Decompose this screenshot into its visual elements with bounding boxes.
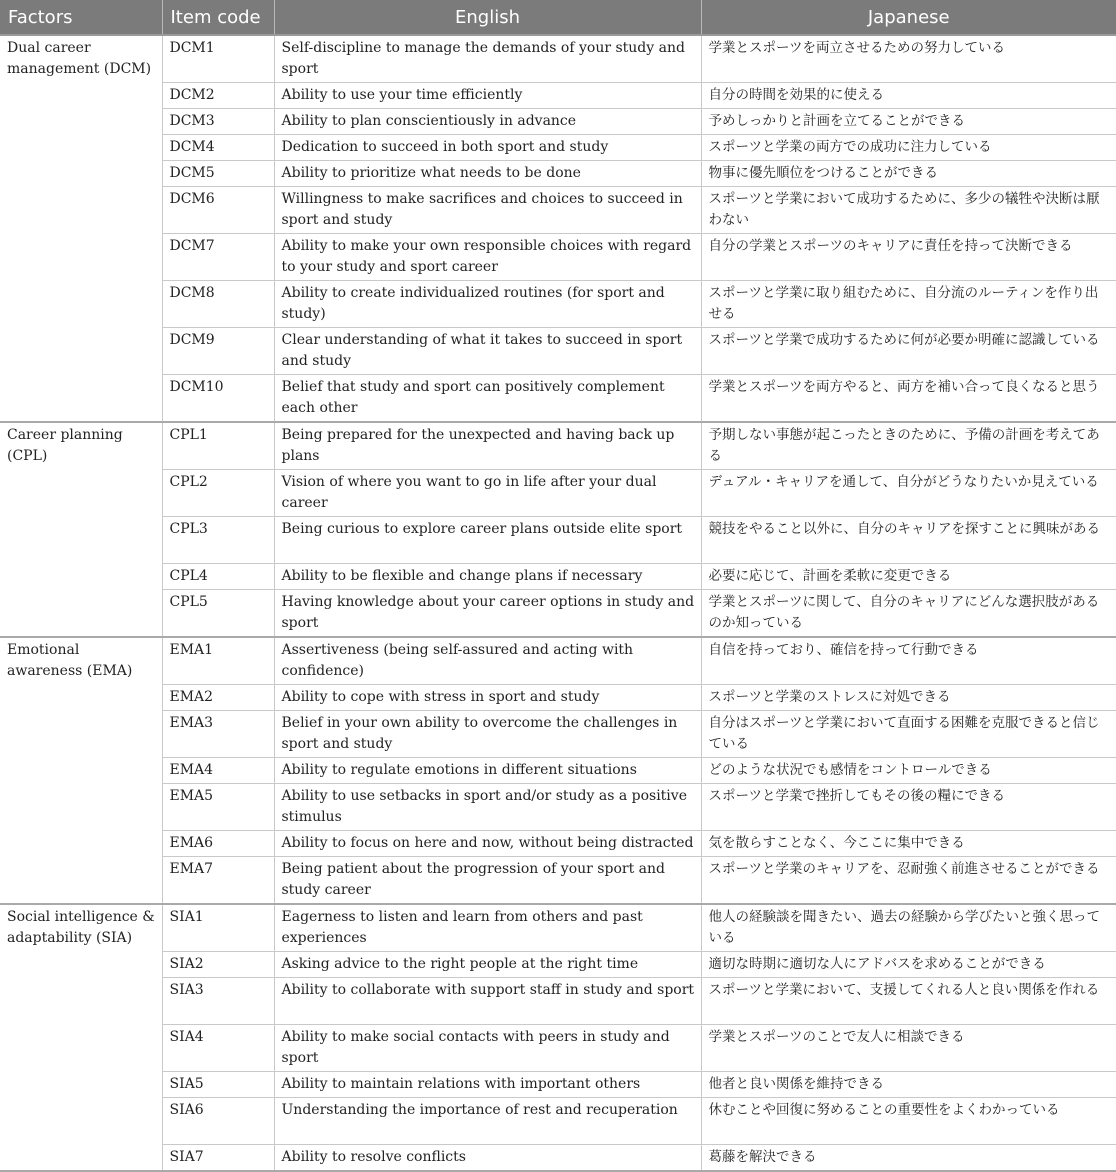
english-cell: Being prepared for the unexpected and having back up plans	[274, 422, 701, 470]
table-row	[0, 831, 1116, 857]
item-code-cell: CPL4	[162, 564, 274, 590]
table-row	[0, 517, 1116, 564]
item-code-cell: SIA3	[162, 978, 274, 1025]
english-cell: Ability to prioritize what needs to be done	[274, 161, 701, 187]
japanese-cell: スポーツと学業で成功するために何が必要か明確に認識している	[701, 328, 1116, 375]
english-cell: Ability to resolve conflicts	[274, 1145, 701, 1172]
english-cell: Ability to make social contacts with peers in study and sport	[274, 1025, 701, 1072]
item-code-cell: EMA6	[162, 831, 274, 857]
japanese-cell: 予期しない事態が起こったときのために、予備の計画を考えてある	[701, 422, 1116, 470]
table-row	[0, 135, 1116, 161]
item-code-cell: SIA7	[162, 1145, 274, 1172]
japanese-cell: 学業とスポーツのことで友人に相談できる	[701, 1025, 1116, 1072]
english-cell: Vision of where you want to go in life after your dual career	[274, 470, 701, 517]
japanese-cell: 自分はスポーツと学業において直面する困難を克服できると信じている	[701, 711, 1116, 758]
japanese-cell: 競技をやること以外に、自分のキャリアを探すことに興味がある	[701, 517, 1116, 564]
english-cell: Ability to regulate emotions in different situations	[274, 758, 701, 784]
japanese-cell: 学業とスポーツに関して、自分のキャリアにどんな選択肢があるのか知っている	[701, 590, 1116, 638]
item-code-cell: CPL5	[162, 590, 274, 638]
factor-cell: Social intelligence & adaptability (SIA)	[0, 904, 162, 1171]
item-code-cell: CPL3	[162, 517, 274, 564]
table-row	[0, 422, 1116, 470]
item-code-cell: DCM8	[162, 281, 274, 328]
english-cell: Ability to use your time efficiently	[274, 83, 701, 109]
table-row	[0, 234, 1116, 281]
english-cell: Ability to maintain relations with important others	[274, 1072, 701, 1098]
item-code-cell: EMA2	[162, 685, 274, 711]
english-cell: Being patient about the progression of your sport and study career	[274, 857, 701, 905]
table-row	[0, 375, 1116, 423]
japanese-cell: どのような状況でも感情をコントロールできる	[701, 758, 1116, 784]
english-cell: Ability to create individualized routines (for sport and study)	[274, 281, 701, 328]
japanese-cell: デュアル・キャリアを通して、自分がどうなりたいか見えている	[701, 470, 1116, 517]
english-cell: Ability to use setbacks in sport and/or study as a positive stimulus	[274, 784, 701, 831]
japanese-cell: 学業とスポーツを両立させるための努力している	[701, 35, 1116, 83]
table-header	[0, 0, 1116, 35]
japanese-cell: 必要に応じて、計画を柔軟に変更できる	[701, 564, 1116, 590]
english-cell: Clear understanding of what it takes to succeed in sport and study	[274, 328, 701, 375]
item-code-cell: DCM4	[162, 135, 274, 161]
table-row	[0, 857, 1116, 905]
english-cell: Ability to cope with stress in sport and study	[274, 685, 701, 711]
header-factors: Factors	[0, 0, 162, 35]
item-code-cell: SIA1	[162, 904, 274, 952]
english-cell: Having knowledge about your career options in study and sport	[274, 590, 701, 638]
english-cell: Self-discipline to manage the demands of your study and sport	[274, 35, 701, 83]
japanese-cell: スポーツと学業の両方での成功に注力している	[701, 135, 1116, 161]
japanese-cell: 自分の時間を効果的に使える	[701, 83, 1116, 109]
japanese-cell: スポーツと学業において成功するために、多少の犠牲や決断は厭わない	[701, 187, 1116, 234]
table-row	[0, 187, 1116, 234]
item-code-cell: DCM2	[162, 83, 274, 109]
item-code-cell: SIA2	[162, 952, 274, 978]
japanese-cell: スポーツと学業において、支援してくれる人と良い関係を作れる	[701, 978, 1116, 1025]
table-row	[0, 637, 1116, 685]
item-code-cell: DCM3	[162, 109, 274, 135]
japanese-cell: 葛藤を解決できる	[701, 1145, 1116, 1172]
japanese-cell: 自分の学業とスポーツのキャリアに責任を持って決断できる	[701, 234, 1116, 281]
english-cell: Ability to collaborate with support staff in study and sport	[274, 978, 701, 1025]
english-cell: Ability to make your own responsible choices with regard to your study and sport career	[274, 234, 701, 281]
header-japanese: Japanese	[701, 0, 1116, 35]
table-row	[0, 590, 1116, 638]
english-cell: Being curious to explore career plans outside elite sport	[274, 517, 701, 564]
japanese-cell: 予めしっかりと計画を立てることができる	[701, 109, 1116, 135]
table-row	[0, 35, 1116, 83]
japanese-cell: スポーツと学業に取り組むために、自分流のルーティンを作り出せる	[701, 281, 1116, 328]
table-row	[0, 1072, 1116, 1098]
item-code-cell: EMA1	[162, 637, 274, 685]
header-item-code: Item code	[162, 0, 274, 35]
item-code-cell: EMA3	[162, 711, 274, 758]
item-code-cell: CPL1	[162, 422, 274, 470]
table-row	[0, 1098, 1116, 1145]
english-cell: Assertiveness (being self-assured and acting with confidence)	[274, 637, 701, 685]
table-row	[0, 711, 1116, 758]
item-code-cell: CPL2	[162, 470, 274, 517]
japanese-cell: 休むことや回復に努めることの重要性をよくわかっている	[701, 1098, 1116, 1145]
item-code-cell: EMA7	[162, 857, 274, 905]
table-row	[0, 1025, 1116, 1072]
table-row	[0, 784, 1116, 831]
japanese-cell: 他人の経験談を聞きたい、過去の経験から学びたいと強く思っている	[701, 904, 1116, 952]
item-code-cell: SIA5	[162, 1072, 274, 1098]
english-cell: Eagerness to listen and learn from others and past experiences	[274, 904, 701, 952]
table-row	[0, 470, 1116, 517]
table-row	[0, 564, 1116, 590]
table-row	[0, 978, 1116, 1025]
table-row	[0, 281, 1116, 328]
item-code-cell: EMA4	[162, 758, 274, 784]
table-row	[0, 83, 1116, 109]
table-row	[0, 758, 1116, 784]
japanese-cell: スポーツと学業のキャリアを、忍耐強く前進させることができる	[701, 857, 1116, 905]
table-row	[0, 952, 1116, 978]
english-cell: Ability to focus on here and now, without being distracted	[274, 831, 701, 857]
table-row	[0, 161, 1116, 187]
english-cell: Belief that study and sport can positively complement each other	[274, 375, 701, 423]
table-body	[0, 35, 1116, 1171]
item-code-cell: DCM1	[162, 35, 274, 83]
english-cell: Ability to plan conscientiously in advance	[274, 109, 701, 135]
japanese-cell: 自信を持っており、確信を持って行動できる	[701, 637, 1116, 685]
table-row	[0, 904, 1116, 952]
japanese-cell: 気を散らすことなく、今ここに集中できる	[701, 831, 1116, 857]
item-code-cell: DCM5	[162, 161, 274, 187]
table-row	[0, 1145, 1116, 1172]
item-code-cell: SIA4	[162, 1025, 274, 1072]
english-cell: Dedication to succeed in both sport and study	[274, 135, 701, 161]
item-code-cell: DCM7	[162, 234, 274, 281]
item-code-cell: DCM9	[162, 328, 274, 375]
factor-cell: Dual career management (DCM)	[0, 35, 162, 422]
item-code-cell: DCM6	[162, 187, 274, 234]
japanese-cell: 学業とスポーツを両方やると、両方を補い合って良くなると思う	[701, 375, 1116, 423]
japanese-cell: スポーツと学業のストレスに対処できる	[701, 685, 1116, 711]
english-cell: Understanding the importance of rest and recuperation	[274, 1098, 701, 1145]
table-row	[0, 328, 1116, 375]
header-english: English	[274, 0, 701, 35]
table-row	[0, 109, 1116, 135]
japanese-cell: 物事に優先順位をつけることができる	[701, 161, 1116, 187]
japanese-cell: 適切な時期に適切な人にアドバスを求めることができる	[701, 952, 1116, 978]
factor-cell: Emotional awareness (EMA)	[0, 637, 162, 904]
item-code-cell: EMA5	[162, 784, 274, 831]
english-cell: Ability to be flexible and change plans if necessary	[274, 564, 701, 590]
english-cell: Willingness to make sacrifices and choices to succeed in sport and study	[274, 187, 701, 234]
japanese-cell: スポーツと学業で挫折してもその後の糧にできる	[701, 784, 1116, 831]
item-code-cell: SIA6	[162, 1098, 274, 1145]
japanese-cell: 他者と良い関係を維持できる	[701, 1072, 1116, 1098]
factor-cell: Career planning (CPL)	[0, 422, 162, 637]
english-cell: Asking advice to the right people at the right time	[274, 952, 701, 978]
english-cell: Belief in your own ability to overcome the challenges in sport and study	[274, 711, 701, 758]
table-row	[0, 685, 1116, 711]
header-row	[0, 0, 1116, 35]
item-code-cell: DCM10	[162, 375, 274, 423]
